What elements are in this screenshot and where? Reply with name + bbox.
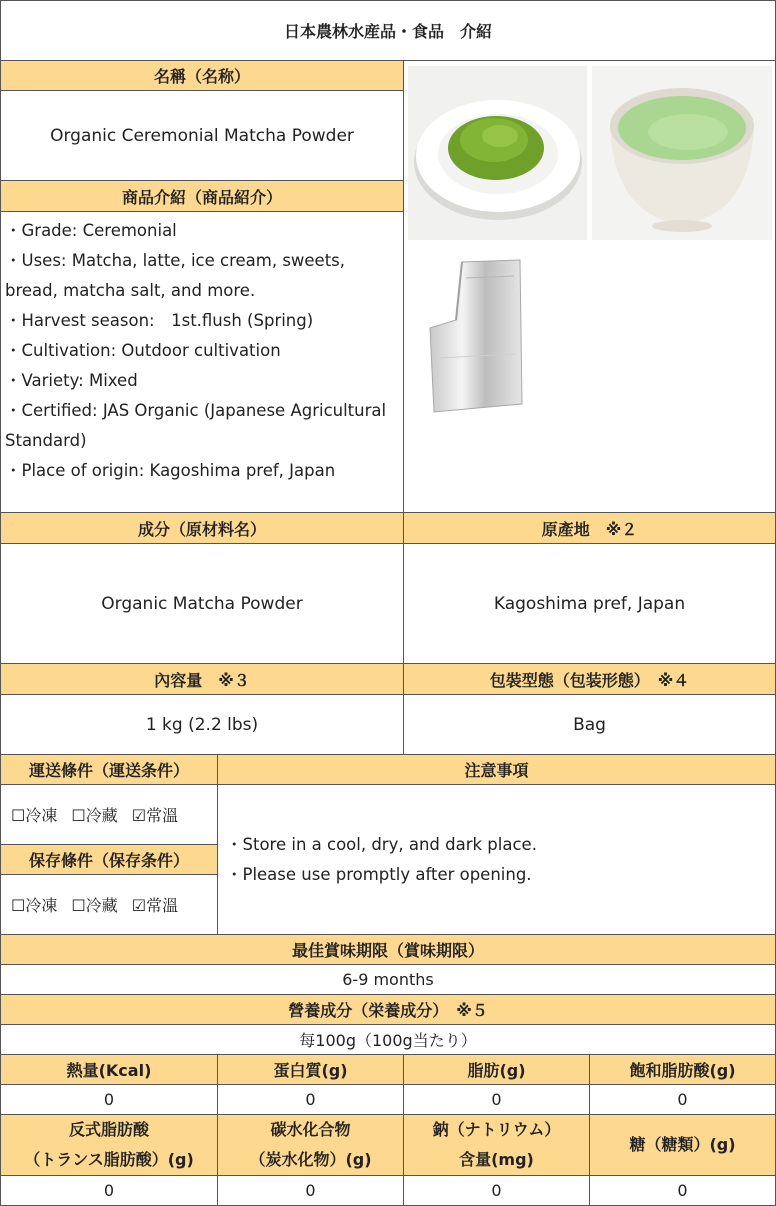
nutrition-value-sugar: 0 — [589, 1175, 776, 1206]
description-line: ・Variety: Mixed — [5, 371, 138, 390]
content-value: 1 kg (2.2 lbs) — [0, 694, 404, 755]
option-label: 冷凍 — [25, 896, 58, 915]
ingredients-value: Organic Matcha Powder — [0, 543, 404, 664]
shipping-options — [0, 784, 218, 845]
shipping-option-ambient[interactable] — [132, 803, 178, 826]
nutrition-label-protein: 蛋白質(g) — [217, 1054, 404, 1085]
checkbox-icon: ☐ — [71, 806, 86, 825]
nutrition-label-carbohydrate — [217, 1114, 404, 1176]
label-line: （トランス脂肪酸）(g) — [24, 1150, 194, 1169]
sheet-title: 日本農林水産品・食品 介紹 — [0, 0, 776, 61]
nutrition-label-sodium — [403, 1114, 590, 1176]
nutrition-value-sodium: 0 — [403, 1175, 590, 1206]
checked-checkbox-icon: ☑ — [131, 806, 147, 825]
nutrition-label-saturated-fat: 飽和脂肪酸(g) — [589, 1054, 776, 1085]
description-line: ・Certified: JAS Organic (Japanese Agricultural Standard) — [5, 401, 387, 450]
nutrition-per: 每100g（100g当たり） — [0, 1024, 776, 1055]
label-line: 反式脂肪酸 — [68, 1120, 149, 1139]
silver-bag-image — [426, 258, 526, 416]
label-line: 碳水化合物 — [270, 1120, 351, 1139]
description-line: ・Harvest season: 1st.flush (Spring) — [5, 311, 314, 330]
storage-option-frozen[interactable] — [11, 893, 57, 916]
shipping-header: 運送條件（運送条件） — [0, 754, 218, 785]
notes-line: ・Store in a cool, dry, and dark place. — [226, 834, 537, 854]
nutrition-value-energy: 0 — [0, 1084, 218, 1115]
matcha-powder-plate-image — [408, 66, 587, 240]
best-before-value: 6-9 months — [0, 964, 776, 995]
matcha-tea-bowl-image — [592, 66, 772, 240]
label-line: （炭水化物）(g) — [249, 1150, 372, 1169]
description-header: 商品介紹（商品紹介） — [0, 180, 404, 212]
option-label: 冷藏 — [85, 896, 118, 915]
nutrition-value-saturated-fat: 0 — [589, 1084, 776, 1115]
shipping-option-frozen[interactable] — [11, 803, 57, 826]
option-label: 常溫 — [146, 896, 179, 915]
storage-header: 保存條件（保存条件） — [0, 844, 218, 875]
nutrition-value-protein: 0 — [217, 1084, 404, 1115]
nutrition-header: 營養成分（栄養成分） ※５ — [0, 994, 776, 1025]
checkbox-icon: ☐ — [71, 896, 86, 915]
checkbox-icon: ☐ — [11, 896, 26, 915]
nutrition-label-sugar — [589, 1114, 776, 1176]
content-header: 內容量 ※３ — [0, 663, 404, 695]
option-label: 冷藏 — [85, 806, 118, 825]
origin-value: Kagoshima pref, Japan — [403, 543, 776, 664]
notes-header: 注意事項 — [217, 754, 776, 785]
option-label: 常溫 — [146, 806, 179, 825]
checkbox-icon: ☐ — [11, 806, 26, 825]
label-line: 糖（糖類）(g) — [629, 1135, 736, 1154]
storage-option-chilled[interactable] — [71, 893, 117, 916]
description-line: ・Uses: Matcha, latte, ice cream, sweets, bread, matcha salt, and more. — [5, 251, 346, 300]
storage-option-ambient[interactable] — [132, 893, 178, 916]
notes-line: ・Please use promptly after opening. — [226, 864, 532, 884]
packaging-header: 包裝型態（包装形態） ※４ — [403, 663, 776, 695]
nutrition-label-fat: 脂肪(g) — [403, 1054, 590, 1085]
name-header: 名稱（名称） — [0, 60, 404, 91]
description-line: ・Place of origin: Kagoshima pref, Japan — [5, 461, 336, 480]
nutrition-value-fat: 0 — [403, 1084, 590, 1115]
description-body — [0, 211, 404, 513]
ingredients-header: 成分（原材料名） — [0, 512, 404, 544]
packaging-value: Bag — [403, 694, 776, 755]
nutrition-label-trans-fat — [0, 1114, 218, 1176]
label-line: 含量(mg) — [459, 1150, 534, 1169]
description-line: ・Cultivation: Outdoor cultivation — [5, 341, 281, 360]
nutrition-value-carbohydrate: 0 — [217, 1175, 404, 1206]
checked-checkbox-icon: ☑ — [131, 896, 147, 915]
description-line: ・Grade: Ceremonial — [5, 221, 177, 240]
notes-body — [217, 784, 776, 935]
nutrition-label-energy: 熱量(Kcal) — [0, 1054, 218, 1085]
label-line: 鈉（ナトリウム） — [432, 1120, 561, 1139]
origin-header: 原產地 ※２ — [403, 512, 776, 544]
shipping-option-chilled[interactable] — [71, 803, 117, 826]
nutrition-value-trans-fat: 0 — [0, 1175, 218, 1206]
best-before-header: 最佳賞味期限（賞味期限） — [0, 934, 776, 965]
option-label: 冷凍 — [25, 806, 58, 825]
name-value: Organic Ceremonial Matcha Powder — [0, 90, 404, 181]
storage-options — [0, 874, 218, 935]
